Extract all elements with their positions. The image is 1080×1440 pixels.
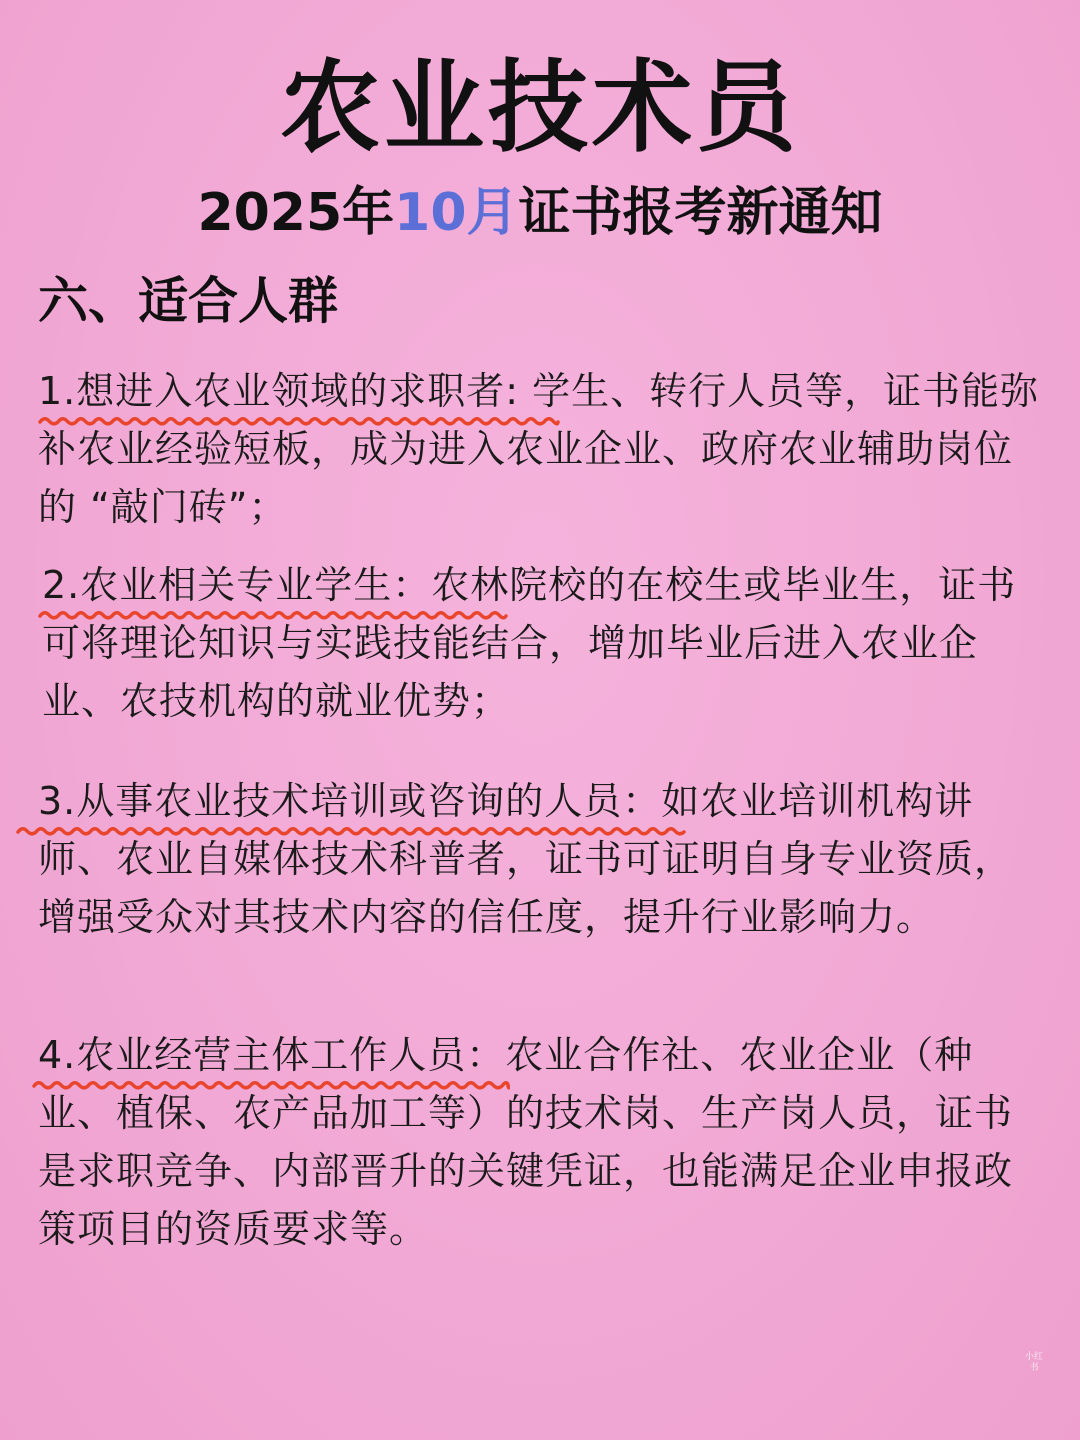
watermark-logo: 小红书 <box>1024 1352 1043 1373</box>
page-subtitle <box>0 178 1080 248</box>
item-lead-text: 2.农业相关专业学生： <box>42 563 432 607</box>
item-lead-text: 4.农业经营主体工作人员： <box>38 1033 506 1077</box>
subtitle-rest: 证书报考新通知 <box>518 183 883 243</box>
section-heading: 六、适合人群 <box>38 272 338 330</box>
item-lead-text: 1.想进入农业领域的求职者: <box>38 369 520 413</box>
item-body: 农林院校的在校生或毕业生，证书可将理论知识与实践技能结合，增加毕业后进入农业企业、农技机构的就业优势； <box>42 563 1017 723</box>
list-item-business-staff <box>38 1026 1048 1258</box>
subtitle-month: 10月 <box>394 183 519 243</box>
list-item-job-seekers <box>38 362 1048 536</box>
squiggle-underline <box>16 823 686 839</box>
item-lead <box>42 563 431 607</box>
list-item-students <box>42 556 1052 730</box>
item-lead <box>38 1033 505 1077</box>
item-body: 学生、转行人员等，证书能弥补农业经验短板，成为进入农业企业、政府农业辅助岗位的 “敲门砖”； <box>38 369 1040 529</box>
squiggle-underline <box>38 607 508 623</box>
list-item-trainers <box>38 772 1048 946</box>
squiggle-underline <box>38 413 560 429</box>
subtitle-year: 2025年 <box>197 183 395 243</box>
page-title: 农业技术员 <box>280 49 800 166</box>
item-body: 如农业培训机构讲师、农业自媒体技术科普者，证书可证明自身专业资质，增强受众对其技术内容的信任度，提升行业影响力。 <box>38 779 1014 939</box>
item-lead-text: 3.从事农业技术培训或咨询的人员： <box>38 779 662 823</box>
squiggle-underline <box>32 1077 510 1093</box>
item-lead <box>38 779 661 823</box>
item-lead <box>38 369 519 413</box>
item-body: 农业合作社、农业企业（种业、植保、农产品加工等）的技术岗、生产岗人员，证书是求职竞争、内部晋升的关键凭证，也能满足企业申报政策项目的资质要求等。 <box>38 1033 1014 1251</box>
